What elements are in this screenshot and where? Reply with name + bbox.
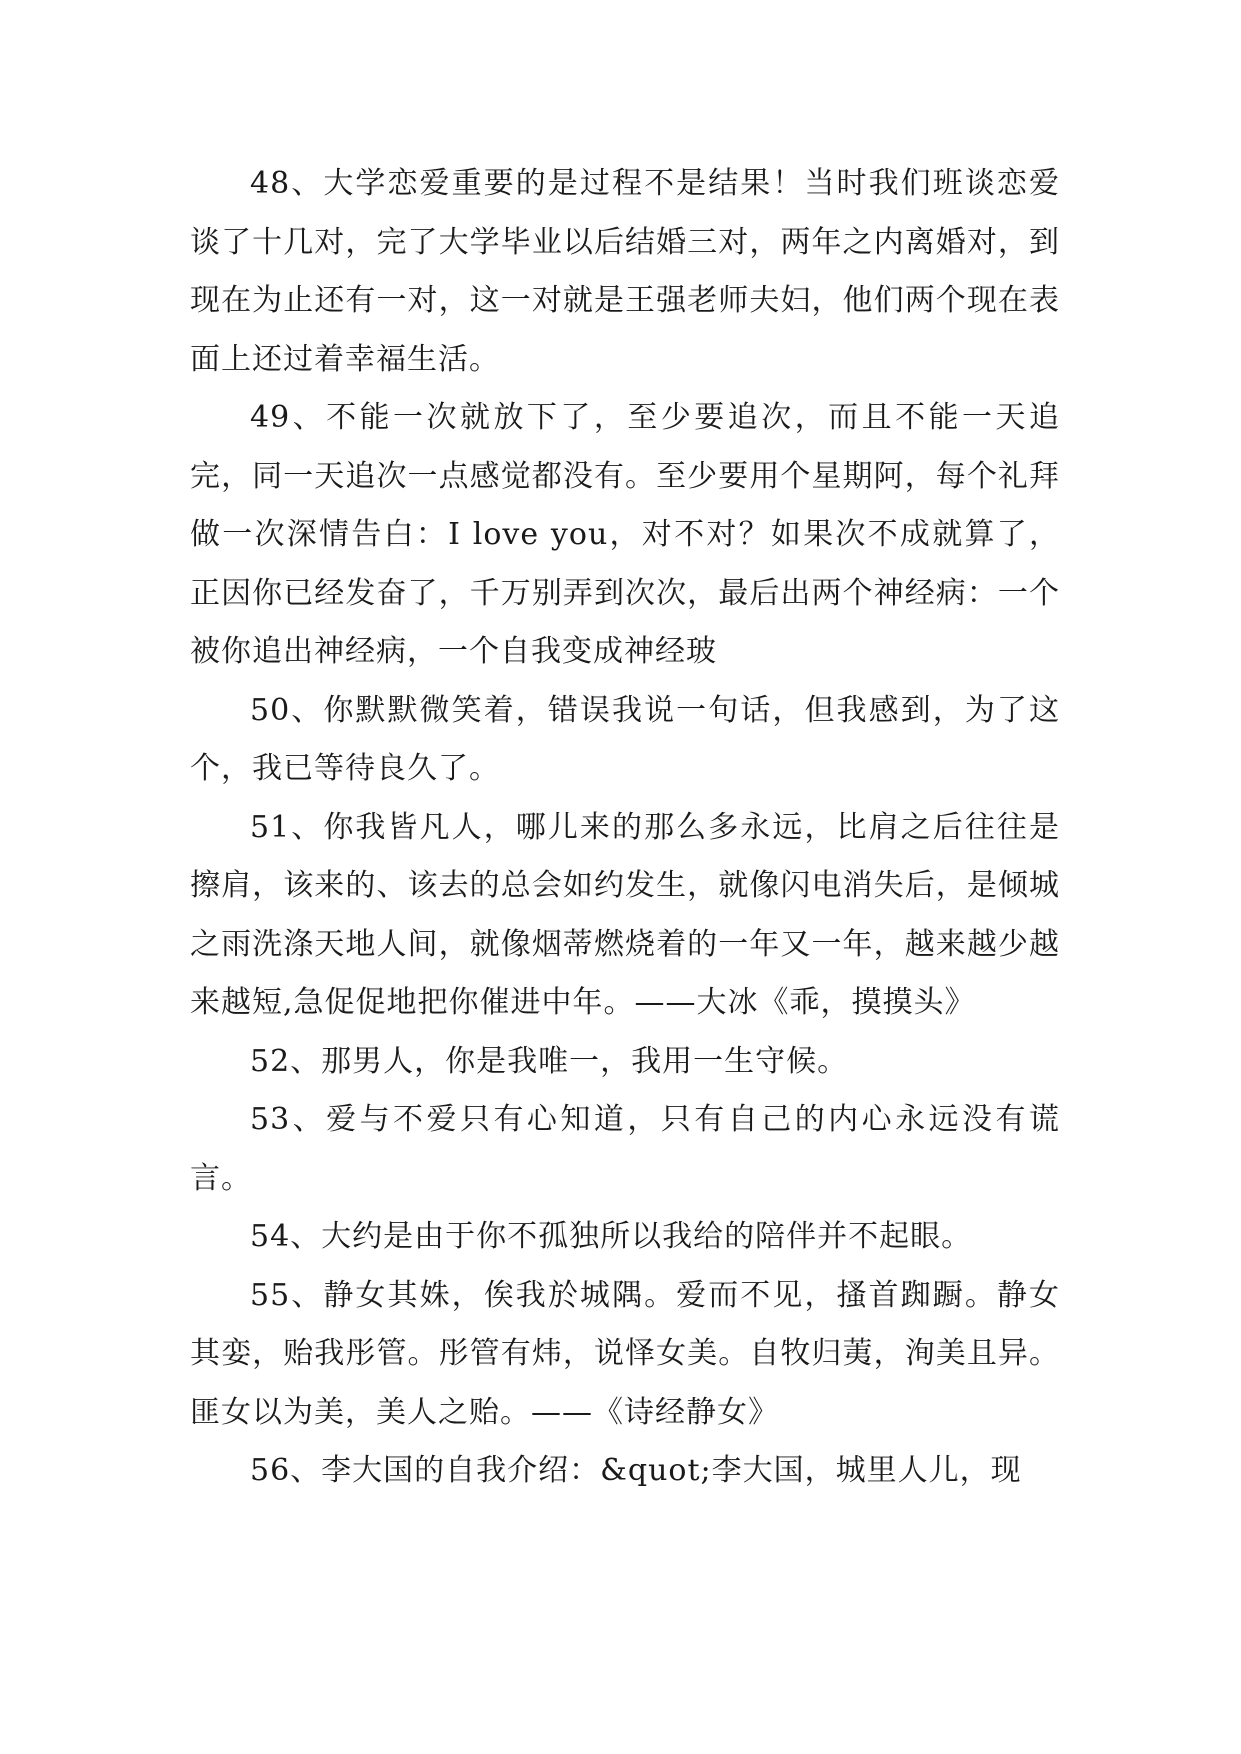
paragraph-51: 51、你我皆凡人，哪儿来的那么多永远，比肩之后往往是擦肩，该来的、该去的总会如约发生，就像闪电消失后，是倾城之雨洗涤天地人间，就像烟蒂燃烧着的一年又一年，越来越少越来越短,急促促地把你催进中年。——大冰《乖，摸摸头》 — [190, 809, 1060, 1020]
paragraph-53: 53、爱与不爱只有心知道，只有自己的内心永远没有谎言。 — [190, 1102, 1060, 1196]
paragraph-54: 54、大约是由于你不孤独所以我给的陪伴并不起眼。 — [250, 1219, 973, 1254]
document-body — [190, 155, 1060, 1501]
paragraph-52: 52、那男人，你是我唯一，我用一生守候。 — [250, 1043, 849, 1079]
paragraph-55: 55、静女其姝，俟我於城隅。爱而不见，搔首踟蹰。静女其娈，贻我彤管。彤管有炜，说怿女美。自牧归荑，洵美且异。匪女以为美，美人之贻。——《诗经静女》 — [190, 1277, 1060, 1430]
paragraph-48: 48、大学恋爱重要的是过程不是结果！当时我们班谈恋爱谈了十几对，完了大学毕业以后结婚三对，两年之内离婚对，到现在为止还有一对，这一对就是王强老师夫妇，他们两个现在表面上还过着幸福生活。 — [190, 166, 1060, 377]
paragraph-49: 49、不能一次就放下了，至少要追次，而且不能一天追完，同一天追次一点感觉都没有。至少要用个星期阿，每个礼拜做一次深情告白：I love you，对不对？如果次不成就算了，正因你已经发奋了，千万别弄到次次，最后出两个神经病：一个被你追出神经病，一个自我变成神经玻 — [190, 400, 1060, 669]
paragraph-56: 56、李大国的自我介绍：&quot;李大国，城里人儿，现 — [250, 1453, 1022, 1488]
paragraph-50: 50、你默默微笑着，错误我说一句话，但我感到，为了这个，我已等待良久了。 — [190, 692, 1060, 786]
